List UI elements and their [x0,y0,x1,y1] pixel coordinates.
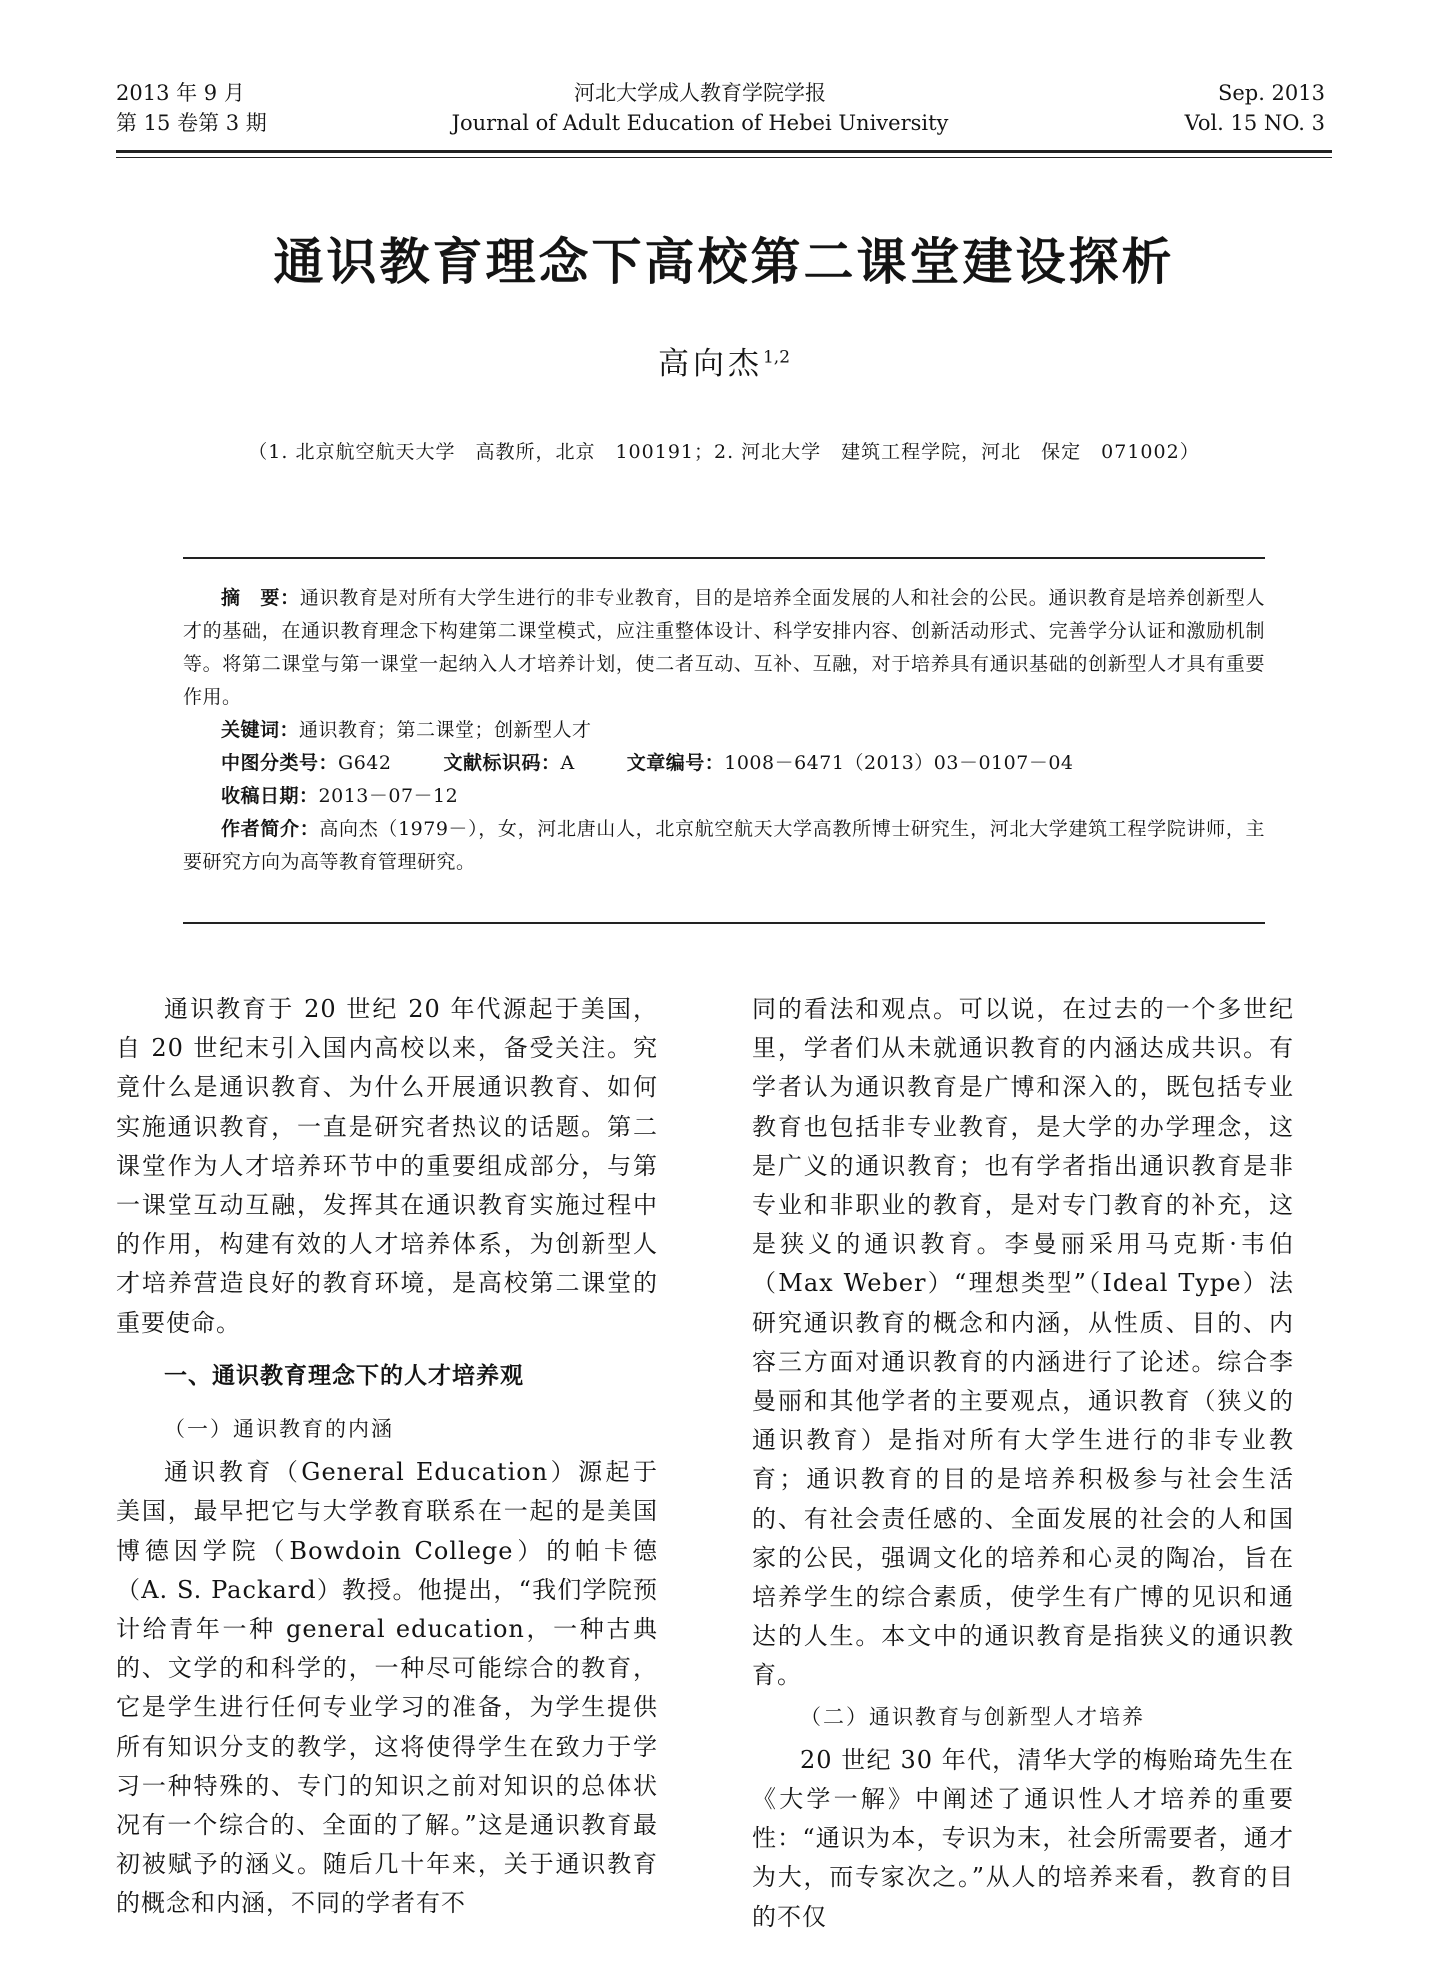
bio-text: 高向杰（1979－），女，河北唐山人，北京航空航天大学高教所博士研究生，河北大学建筑工程学院讲师，主要研究方向为高等教育管理研究。 [183,818,1265,873]
author-name: 高向杰 [657,346,763,382]
header-volume-en: Vol. 15 NO. 3 [1184,111,1325,135]
header-right [1185,78,1325,138]
doc-code-value: A [560,752,575,774]
bio-label: 作者简介： [221,818,320,840]
author-line [116,338,1332,383]
received-label: 收稿日期： [221,785,319,807]
body-column-left [116,990,658,1924]
keywords-label: 关键词： [221,719,300,741]
clc-value: G642 [338,752,392,774]
body-column-right [752,990,1294,1937]
abstract-rule-top [183,557,1265,559]
abstract-rule-bottom [183,922,1265,924]
abstract-paragraph [183,582,1265,714]
header-left [116,78,267,138]
journal-name-cn: 河北大学成人教育学院学报 [574,81,826,105]
keywords-text: 通识教育；第二课堂；创新型人才 [299,719,592,741]
doc-code-label: 文献标识码： [443,752,561,774]
header-date-en: Sep. 2013 [1217,81,1325,105]
article-no-value: 1008－6471（2013）03－0107－04 [724,752,1074,774]
body-paragraph-continued: 同的看法和观点。可以说，在过去的一个多世纪里，学者们从未就通识教育的内涵达成共识。有学者认为通识教育是广博和深入的，既包括专业教育也包括非专业教育，是大学的办学理念，这是广义的通识教育；也有学者指出通识教育是非专业和非职业的教育，是对专门教育的补充，这是狭义的通识教育。李曼丽采用马克斯·韦伯（Max Weber）“理想类型”（Ideal Type）法研究通识教育的概念和内涵，从性质、目的、内容三方面对通识教育的内涵进行了论述。综合李曼丽和其他学者的主要观点，通识教育（狭义的通识教育）是指对所有大学生进行的非专业教育；通识教育的目的是培养积极参与社会生活的、有社会责任感的、全面发展的社会的人和国家的公民，强调文化的培养和心灵的陶冶，旨在培养学生的综合素质，使学生有广博的见识和通达的人生。本文中的通识教育是指狭义的通识教育。 [752,995,1294,1690]
received-value: 2013－07－12 [318,785,459,807]
article-title: 通识教育理念下高校第二课堂建设探析 [273,233,1175,291]
author-affiliation-marker: 1,2 [762,347,791,368]
keywords-row [183,714,1265,747]
classification-row [183,747,1265,780]
intro-paragraph: 通识教育于 20 世纪 20 年代源起于美国，自 20 世纪末引入国内高校以来，备受关注。究竟什么是通识教育、为什么开展通识教育、如何实施通识教育，一直是研究者热议的话题。第二课堂作为人才培养环节中的重要组成部分，与第一课堂互动互融，发挥其在通识教育实施过程中的作用，构建有效的人才培养体系，为创新型人才培养营造良好的教育环境，是高校第二课堂的重要使命。 [116,995,658,1337]
body-paragraph: 20 世纪 30 年代，清华大学的梅贻琦先生在《大学一解》中阐述了通识性人才培养的重要性：“通识为本，专识为末，社会所需要者，通才为大，而专家次之。”从人的培养来看，教育的目的不仅 [752,1745,1294,1931]
subsection-heading-2: （二）通识教育与创新型人才培养 [800,1704,1145,1729]
header-rule-thin [116,157,1332,158]
section-heading-1: 一、通识教育理念下的人才培养观 [164,1362,524,1389]
body-paragraph: 通识教育（General Education）源起于美国，最早把它与大学教育联系在一起的是美国博德因学院（Bowdoin College）的帕卡德（A. S. Packard）教授。他提出，“我们学院预计给青年一种 general education，一种古典的、文学的和科学的，一种尽可能综合的教育，它是学生进行任何专业学习的准备，为学生提供所有知识分支的教学，这将使得学生在致力于学习一种特殊的、专门的知识之前对知识的总体状况有一个综合的、全面的了解。”这是通识教育最初被赋予的涵义。随后几十年来，关于通识教育的概念和内涵，不同的学者有不 [116,1458,658,1918]
header-rule-thick [116,150,1332,153]
clc-label: 中图分类号： [221,752,339,774]
received-row [183,780,1265,813]
author-bio-row [183,813,1265,879]
header-date-cn: 2013 年 9 月 [116,81,245,105]
header-volume-cn: 第 15 卷第 3 期 [116,111,267,135]
journal-name-en: Journal of Adult Education of Hebei University [451,111,949,135]
abstract-label: 摘 要： [221,587,300,609]
article-no-label: 文章编号： [626,752,725,774]
header-center [400,78,1000,138]
affiliation: （1. 北京航空航天大学 高教所，北京 100191；2. 河北大学 建筑工程学院，河北 保定 071002） [248,441,1200,463]
abstract-text: 通识教育是对所有大学生进行的非专业教育，目的是培养全面发展的人和社会的公民。通识教育是培养创新型人才的基础，在通识教育理念下构建第二课堂模式，应注重整体设计、科学安排内容、创新活动形式、完善学分认证和激励机制等。将第二课堂与第一课堂一起纳入人才培养计划，使二者互动、互补、互融，对于培养具有通识基础的创新型人才具有重要作用。 [183,587,1265,708]
subsection-heading-1: （一）通识教育的内涵 [164,1417,394,1442]
abstract-block [183,582,1265,879]
